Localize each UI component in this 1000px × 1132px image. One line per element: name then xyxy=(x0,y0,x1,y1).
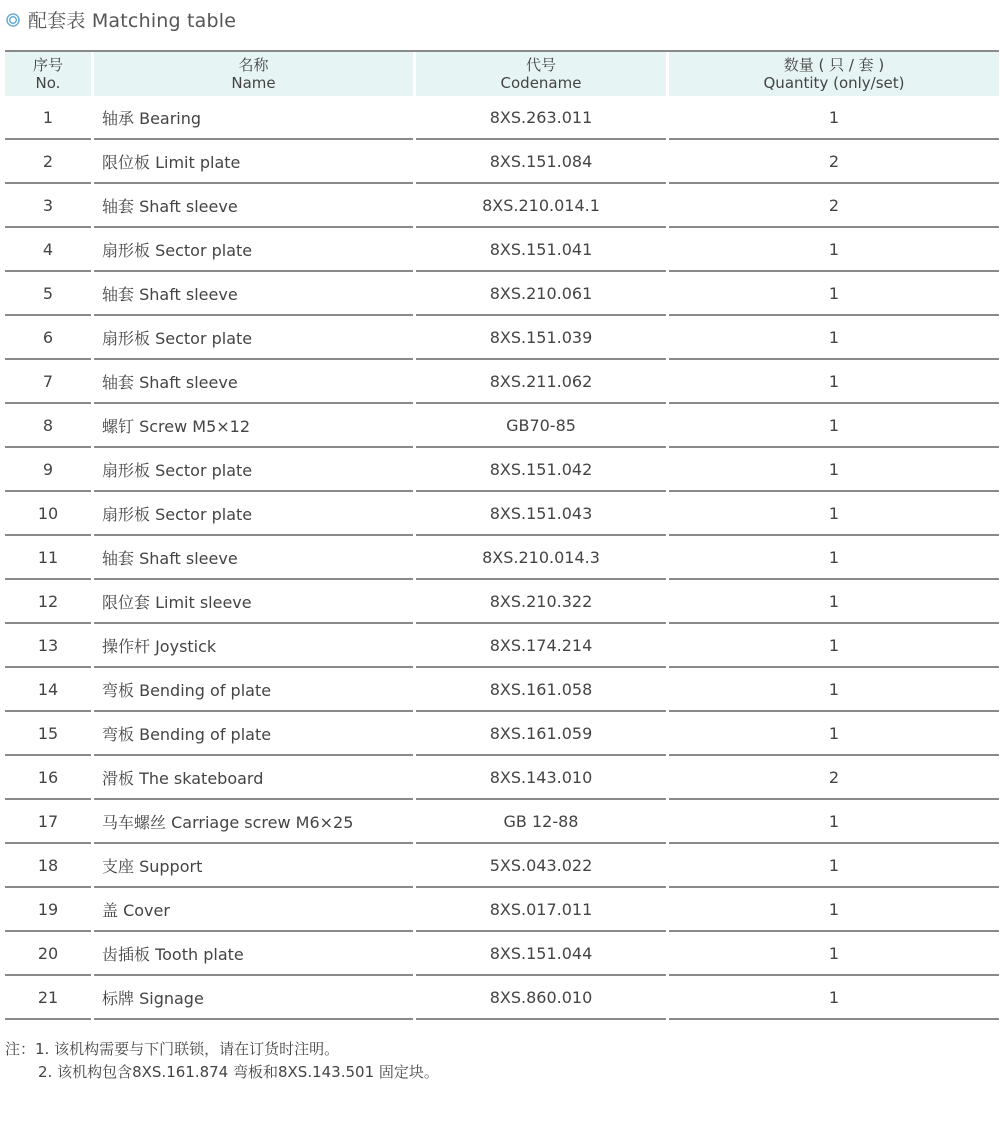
header-codename-en: Codename xyxy=(500,74,582,92)
cell-codename-text: 8XS.151.042 xyxy=(489,459,593,479)
cell-codename-text: GB70-85 xyxy=(506,415,576,435)
cell-name xyxy=(94,756,413,800)
cell-codename-text: 8XS.263.011 xyxy=(489,107,593,127)
cell-codename xyxy=(416,228,666,272)
cell-name-text: 扇形板 Sector plate xyxy=(102,504,253,524)
cell-no-text: 10 xyxy=(37,503,59,523)
cell-quantity xyxy=(669,800,999,844)
cell-no xyxy=(5,844,91,888)
cell-no xyxy=(5,712,91,756)
note-2: 2. 该机构包含8XS.161.874 弯板和8XS.143.501 固定块。 xyxy=(38,1063,439,1081)
cell-quantity xyxy=(669,404,999,448)
cell-quantity xyxy=(669,316,999,360)
cell-codename-text: 8XS.174.214 xyxy=(489,635,593,655)
cell-no-text: 7 xyxy=(42,371,54,391)
cell-no-text: 8 xyxy=(42,415,54,435)
cell-name xyxy=(94,448,413,492)
cell-name-text: 限位套 Limit sleeve xyxy=(102,592,252,612)
cell-no xyxy=(5,96,91,140)
cell-no-text: 6 xyxy=(42,327,54,347)
cell-quantity-text: 1 xyxy=(828,899,840,919)
cell-no-text: 19 xyxy=(37,899,59,919)
cell-name-text: 扇形板 Sector plate xyxy=(102,240,253,260)
cell-quantity xyxy=(669,448,999,492)
cell-name xyxy=(94,580,413,624)
cell-no xyxy=(5,492,91,536)
cell-no-text: 3 xyxy=(42,195,54,215)
cell-name xyxy=(94,888,413,932)
header-no xyxy=(5,52,91,96)
cell-name xyxy=(94,932,413,976)
cell-quantity xyxy=(669,536,999,580)
cell-quantity-text: 1 xyxy=(828,371,840,391)
cell-no-text: 1 xyxy=(42,107,54,127)
cell-quantity-text: 1 xyxy=(828,723,840,743)
cell-codename xyxy=(416,140,666,184)
cell-name-text: 齿插板 Tooth plate xyxy=(102,944,244,964)
cell-codename-text: 8XS.211.062 xyxy=(489,371,593,391)
cell-codename xyxy=(416,492,666,536)
cell-name-text: 限位板 Limit plate xyxy=(102,152,241,172)
cell-quantity xyxy=(669,272,999,316)
header-name xyxy=(94,52,413,96)
note-1: 注：1. 该机构需要与下门联锁，请在订货时注明。 xyxy=(5,1040,340,1058)
cell-name-text: 扇形板 Sector plate xyxy=(102,328,253,348)
cell-quantity xyxy=(669,492,999,536)
cell-no-text: 18 xyxy=(37,855,59,875)
cell-quantity-text: 1 xyxy=(828,591,840,611)
cell-codename-text: 8XS.151.043 xyxy=(489,503,593,523)
cell-quantity xyxy=(669,844,999,888)
cell-no-text: 14 xyxy=(37,679,59,699)
cell-no-text: 9 xyxy=(42,459,54,479)
cell-no-text: 16 xyxy=(37,767,59,787)
cell-quantity xyxy=(669,668,999,712)
notes xyxy=(5,1038,439,1084)
cell-no xyxy=(5,360,91,404)
cell-no-text: 4 xyxy=(42,239,54,259)
double-circle-icon xyxy=(6,12,20,26)
cell-no xyxy=(5,668,91,712)
cell-name-text: 马车螺丝 Carriage screw M6×25 xyxy=(102,812,354,832)
cell-no-text: 21 xyxy=(37,987,59,1007)
cell-no xyxy=(5,404,91,448)
cell-codename xyxy=(416,668,666,712)
page-title: 配套表 Matching table xyxy=(28,9,237,32)
cell-codename xyxy=(416,624,666,668)
cell-no xyxy=(5,888,91,932)
cell-no-text: 12 xyxy=(37,591,59,611)
cell-no xyxy=(5,932,91,976)
header-quantity-zh: 数量 ( 只 / 套 ) xyxy=(783,56,885,74)
cell-codename xyxy=(416,448,666,492)
cell-quantity xyxy=(669,976,999,1020)
cell-codename-text: 5XS.043.022 xyxy=(489,855,593,875)
cell-quantity-text: 1 xyxy=(828,327,840,347)
cell-name xyxy=(94,668,413,712)
cell-codename xyxy=(416,536,666,580)
cell-quantity-text: 1 xyxy=(828,459,840,479)
cell-name xyxy=(94,360,413,404)
cell-quantity-text: 2 xyxy=(828,151,840,171)
cell-quantity xyxy=(669,756,999,800)
cell-codename-text: 8XS.210.014.3 xyxy=(482,547,600,567)
cell-quantity-text: 1 xyxy=(828,987,840,1007)
header-name-zh: 名称 xyxy=(238,56,269,74)
cell-quantity xyxy=(669,624,999,668)
cell-name xyxy=(94,844,413,888)
cell-name xyxy=(94,228,413,272)
cell-quantity-text: 1 xyxy=(828,503,840,523)
cell-codename-text: 8XS.017.011 xyxy=(489,899,593,919)
cell-name xyxy=(94,316,413,360)
cell-codename-text: 8XS.210.014.1 xyxy=(482,195,600,215)
cell-name xyxy=(94,140,413,184)
cell-codename xyxy=(416,800,666,844)
cell-name-text: 轴套 Shaft sleeve xyxy=(102,196,238,216)
cell-name xyxy=(94,404,413,448)
cell-quantity-text: 1 xyxy=(828,679,840,699)
cell-codename xyxy=(416,360,666,404)
cell-name xyxy=(94,96,413,140)
header-no-en: No. xyxy=(35,74,61,92)
cell-name-text: 轴承 Bearing xyxy=(102,108,202,128)
cell-quantity xyxy=(669,140,999,184)
cell-name-text: 轴套 Shaft sleeve xyxy=(102,548,238,568)
cell-quantity xyxy=(669,932,999,976)
cell-quantity-text: 1 xyxy=(828,415,840,435)
cell-quantity-text: 2 xyxy=(828,195,840,215)
cell-codename xyxy=(416,712,666,756)
cell-no xyxy=(5,316,91,360)
cell-codename-text: 8XS.151.039 xyxy=(489,327,593,347)
cell-codename xyxy=(416,580,666,624)
cell-quantity-text: 1 xyxy=(828,283,840,303)
header-quantity xyxy=(669,52,999,96)
cell-no xyxy=(5,624,91,668)
cell-quantity-text: 1 xyxy=(828,547,840,567)
header-codename xyxy=(416,52,666,96)
cell-no xyxy=(5,228,91,272)
cell-quantity-text: 1 xyxy=(828,107,840,127)
cell-name xyxy=(94,712,413,756)
cell-no xyxy=(5,976,91,1020)
cell-name xyxy=(94,272,413,316)
cell-codename xyxy=(416,272,666,316)
cell-name xyxy=(94,976,413,1020)
cell-name-text: 盖 Cover xyxy=(102,900,170,920)
cell-name-text: 滑板 The skateboard xyxy=(102,768,264,788)
cell-name-text: 扇形板 Sector plate xyxy=(102,460,253,480)
header-name-en: Name xyxy=(231,74,276,92)
header-codename-zh: 代号 xyxy=(525,56,556,74)
cell-no xyxy=(5,184,91,228)
cell-codename xyxy=(416,888,666,932)
header-no-zh: 序号 xyxy=(32,56,63,74)
cell-codename xyxy=(416,756,666,800)
cell-quantity xyxy=(669,580,999,624)
cell-codename xyxy=(416,184,666,228)
cell-codename xyxy=(416,844,666,888)
cell-codename-text: GB 12-88 xyxy=(503,811,579,831)
section-title xyxy=(6,6,236,32)
cell-codename-text: 8XS.860.010 xyxy=(489,987,593,1007)
cell-name-text: 弯板 Bending of plate xyxy=(102,680,272,700)
cell-no-text: 2 xyxy=(42,151,54,171)
cell-name xyxy=(94,800,413,844)
cell-codename-text: 8XS.151.084 xyxy=(489,151,593,171)
cell-no-text: 15 xyxy=(37,723,59,743)
matching-table xyxy=(5,50,994,1020)
cell-quantity xyxy=(669,360,999,404)
cell-no-text: 20 xyxy=(37,943,59,963)
cell-name-text: 轴套 Shaft sleeve xyxy=(102,284,238,304)
cell-codename-text: 8XS.143.010 xyxy=(489,767,593,787)
cell-quantity-text: 1 xyxy=(828,635,840,655)
cell-codename-text: 8XS.151.041 xyxy=(489,239,593,259)
cell-name-text: 标牌 Signage xyxy=(102,988,204,1008)
cell-quantity-text: 1 xyxy=(828,811,840,831)
cell-no xyxy=(5,580,91,624)
cell-no xyxy=(5,800,91,844)
cell-quantity-text: 1 xyxy=(828,855,840,875)
cell-name xyxy=(94,536,413,580)
cell-codename xyxy=(416,316,666,360)
cell-name-text: 螺钉 Screw M5×12 xyxy=(102,416,251,436)
cell-codename-text: 8XS.210.061 xyxy=(489,283,593,303)
cell-codename-text: 8XS.161.058 xyxy=(489,679,593,699)
cell-quantity xyxy=(669,712,999,756)
cell-no xyxy=(5,756,91,800)
cell-no xyxy=(5,448,91,492)
cell-codename-text: 8XS.161.059 xyxy=(489,723,593,743)
cell-no-text: 17 xyxy=(37,811,59,831)
cell-no-text: 13 xyxy=(37,635,59,655)
cell-no xyxy=(5,272,91,316)
cell-name xyxy=(94,624,413,668)
cell-name-text: 操作杆 Joystick xyxy=(102,636,217,656)
cell-codename xyxy=(416,976,666,1020)
cell-codename xyxy=(416,96,666,140)
cell-no-text: 5 xyxy=(42,283,54,303)
cell-name-text: 弯板 Bending of plate xyxy=(102,724,272,744)
cell-name xyxy=(94,184,413,228)
cell-name-text: 轴套 Shaft sleeve xyxy=(102,372,238,392)
cell-quantity-text: 1 xyxy=(828,239,840,259)
cell-codename-text: 8XS.210.322 xyxy=(489,591,593,611)
cell-quantity xyxy=(669,96,999,140)
cell-no xyxy=(5,536,91,580)
cell-codename xyxy=(416,404,666,448)
cell-quantity-text: 1 xyxy=(828,943,840,963)
cell-quantity xyxy=(669,228,999,272)
cell-no-text: 11 xyxy=(37,547,59,567)
header-quantity-en: Quantity (only/set) xyxy=(763,74,905,92)
cell-name xyxy=(94,492,413,536)
cell-quantity xyxy=(669,888,999,932)
cell-no xyxy=(5,140,91,184)
cell-quantity xyxy=(669,184,999,228)
cell-codename xyxy=(416,932,666,976)
cell-name-text: 支座 Support xyxy=(102,856,203,876)
cell-quantity-text: 2 xyxy=(828,767,840,787)
cell-codename-text: 8XS.151.044 xyxy=(489,943,593,963)
